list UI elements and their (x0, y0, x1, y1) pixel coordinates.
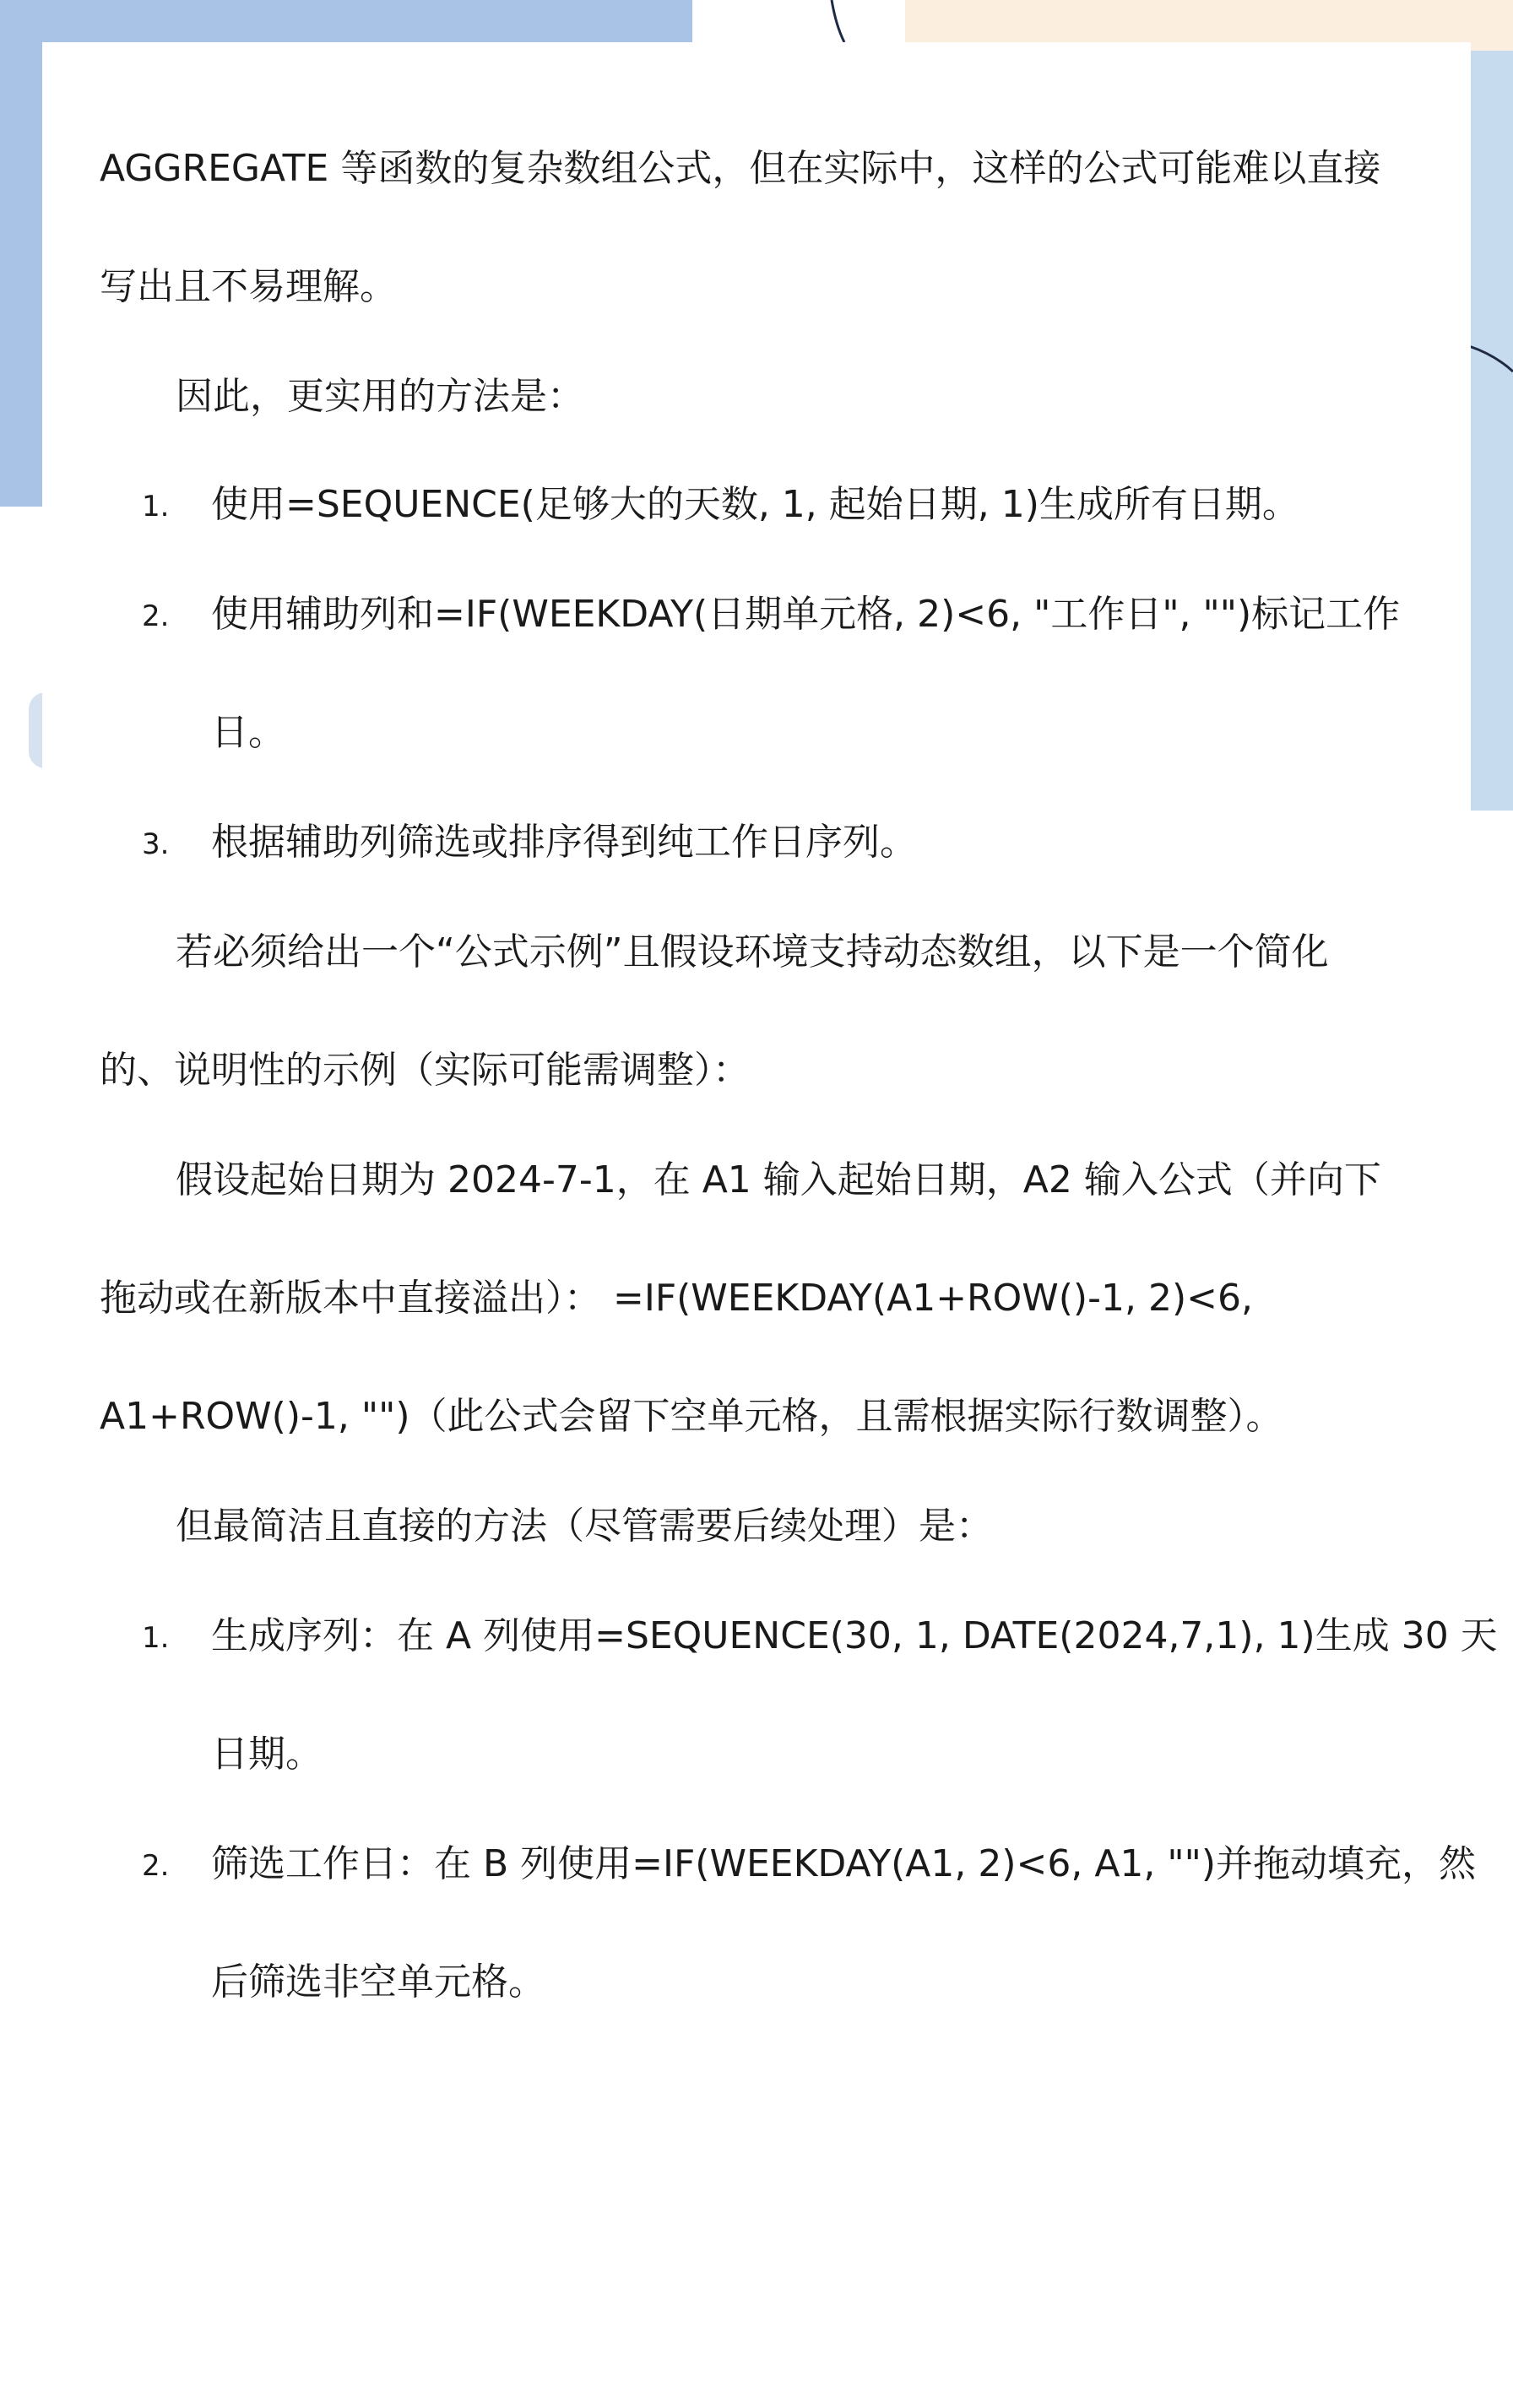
content-card (42, 42, 1498, 2408)
list-item-line: 生成序列：在 A 列使用=SEQUENCE(30, 1, DATE(2024,7,1), 1)生成 30 天 (211, 1614, 1498, 1657)
paragraph-line: 假设起始日期为 2024-7-1，在 A1 输入起始日期，A2 输入公式（并向下 (176, 1158, 1381, 1201)
list-item-line: 使用辅助列和=IF(WEEKDAY(日期单元格, 2)<6, "工作日", "")标记工作 (211, 593, 1401, 636)
list-number: 2. (142, 1849, 170, 1883)
list-item-line: 使用=SEQUENCE(足够大的天数, 1, 起始日期, 1)生成所有日期。 (211, 483, 1299, 526)
paragraph-line: 的、说明性的示例（实际可能需调整）： (100, 1049, 750, 1092)
list-item-line: 后筛选非空单元格。 (211, 1961, 545, 2004)
list-number: 1. (142, 1621, 170, 1655)
list-number: 1. (142, 490, 170, 523)
list-number: 3. (142, 827, 170, 861)
paragraph-line: 若必须给出一个“公式示例”且假设环境支持动态数组，以下是一个简化 (176, 930, 1329, 974)
paragraph-line: 拖动或在新版本中直接溢出）： =IF(WEEKDAY(A1+ROW()-1, 2)<6, (100, 1277, 1253, 1320)
list-item-line: 根据辅助列筛选或排序得到纯工作日序列。 (211, 821, 917, 864)
paragraph-line: A1+ROW()-1, "")（此公式会留下空单元格，且需根据实际行数调整）。 (100, 1395, 1283, 1438)
list-item-line: 日期。 (211, 1733, 323, 1776)
paragraph-line: 但最简洁且直接的方法（尽管需要后续处理）是： (176, 1505, 993, 1548)
list-item-line: 日。 (211, 711, 285, 754)
paragraph-line: AGGREGATE 等函数的复杂数组公式，但在实际中，这样的公式可能难以直接 (100, 147, 1381, 190)
list-item-line: 筛选工作日：在 B 列使用=IF(WEEKDAY(A1, 2)<6, A1, "")并拖动填充，然 (211, 1842, 1477, 1885)
list-number: 2. (142, 599, 170, 633)
paragraph-line: 写出且不易理解。 (100, 265, 397, 308)
paragraph-line: 因此，更实用的方法是： (176, 375, 584, 418)
